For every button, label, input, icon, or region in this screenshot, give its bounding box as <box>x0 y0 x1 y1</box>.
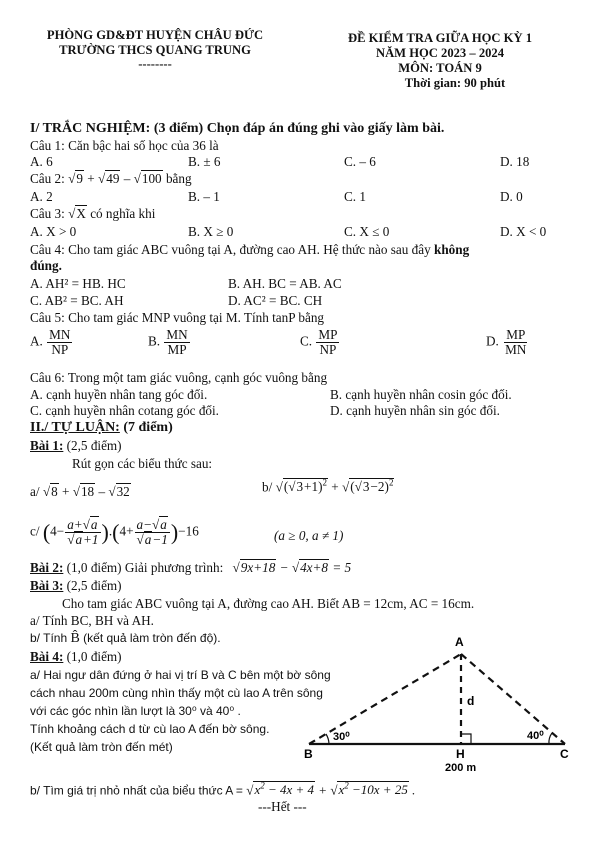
bai1-label: Bài 1: <box>30 438 64 453</box>
q3-a: A. X > 0 <box>30 224 77 239</box>
footer-end: ---Hết --- <box>258 799 307 814</box>
bai4-line2: cách nhau 200m cùng nhìn thấy một cù lao A trên sông <box>30 686 323 700</box>
line-ac <box>461 654 565 744</box>
bai4-points: (1,0 điểm) <box>66 649 122 664</box>
part1-subtitle: (3 điểm) Chọn đáp án đúng ghi vào giấy làm bài. <box>153 121 445 136</box>
bai1-instruction: Rút gọn các biểu thức sau: <box>72 456 213 471</box>
q5-b: B. $\frac{MN}{MP}$ <box>148 327 188 357</box>
q5-d: D. $\frac{MP}{MN}$ <box>486 327 527 357</box>
header-dashes: -------- <box>138 57 172 71</box>
q1-a: A. 6 <box>30 154 53 169</box>
bai3-label: Bài 3: <box>30 578 64 593</box>
q4-question: Câu 4: Cho tam giác ABC vuông tại A, đường cao AH. Hệ thức nào sau đây <box>30 242 431 257</box>
q6-a: A. cạnh huyền nhân tang góc đối. <box>30 387 208 402</box>
label-angle-b: 30⁰ <box>333 731 350 743</box>
bai4-line4: Tính khoảng cách d từ cù lao A đến bờ sông. <box>30 722 270 736</box>
bai4-line3: với các góc nhìn lần lượt là 30⁰ và 40⁰ . <box>30 704 241 718</box>
angle-b-arc <box>326 734 329 744</box>
q2-text <box>30 171 192 187</box>
q3-d: D. X < 0 <box>500 224 547 239</box>
bai1-b: b/ $√(√3+1)^2 + √(√3-2)^2$ <box>262 478 394 495</box>
bai2-text: (1,0 điểm) Giải phương trình: <box>66 560 224 575</box>
q5-text: Câu 5: Cho tam giác MNP vuông tại M. Tính tanP bằng <box>30 310 325 325</box>
q2-a: A. 2 <box>30 189 53 204</box>
bai2 <box>30 560 351 576</box>
q3-text <box>30 206 155 222</box>
q6-b: B. cạnh huyền nhân cosin góc đối. <box>330 387 512 402</box>
angle-c-arc <box>549 733 552 744</box>
q2-c: C. 1 <box>344 189 366 204</box>
line-ba <box>309 654 461 744</box>
bai3-b: b/ Tính B̂ (kết quả làm tròn đến độ). <box>30 631 221 646</box>
subject: MÔN: TOÁN 9 <box>398 61 482 75</box>
q4-b: B. AH. BC = AB. AC <box>228 276 342 291</box>
q3-expression: √X <box>68 206 86 221</box>
bai1-c: c/ (4− $\frac{a+√a}{√a+1}$ ).(4+ $\frac{a-√a}{√a-1}$ )−16 <box>30 517 199 547</box>
q4-a: A. AH² = HB. HC <box>30 276 126 291</box>
right-angle-mark <box>461 734 471 744</box>
q1-d: D. 18 <box>500 154 530 169</box>
bai4-b: b/ Tìm giá trị nhỏ nhất của biểu thức $A = √x^2 - 4x + 4 + √x^2 -10x + 25$ . <box>30 781 416 798</box>
bai1-points: (2,5 điểm) <box>66 438 122 453</box>
label-length: 200 m <box>445 762 477 774</box>
bai3-heading <box>30 578 122 594</box>
q3-c: C. X ≤ 0 <box>344 224 390 239</box>
part2-points: (7 điểm) <box>123 420 173 435</box>
bai3-a: a/ Tính BC, BH và AH. <box>30 613 154 628</box>
school-dept: PHÒNG GD&ĐT HUYỆN CHÂU ĐỨC <box>46 28 264 42</box>
q4-d: D. AC² = BC. CH <box>228 293 323 308</box>
bai3-points: (2,5 điểm) <box>66 578 122 593</box>
bai2-equation: √9x+18 − √4x+8 = 5 <box>232 560 352 575</box>
q4-emphasis-2: đúng. <box>30 258 62 273</box>
q2-expression: √9 + √49 – √100 <box>68 171 162 186</box>
bai4-line5: (Kết quả làm tròn đến mét) <box>30 740 173 754</box>
bai1-heading <box>30 438 122 454</box>
duration: Thời gian: 90 phút <box>404 76 506 90</box>
bai2-label: Bài 2: <box>30 560 64 575</box>
part1-heading <box>30 121 444 137</box>
part1-title: I/ TRẮC NGHIỆM: <box>30 121 151 136</box>
q4-text <box>30 242 469 258</box>
q2-d: D. 0 <box>500 189 523 204</box>
bai4-heading <box>30 649 122 665</box>
bai4-label: Bài 4: <box>30 649 64 664</box>
q1-c: C. – 6 <box>344 154 376 169</box>
triangle-figure <box>295 630 580 775</box>
q2-tail: bằng <box>165 171 192 186</box>
q5-a: A. $\frac{MN}{NP}$ <box>30 327 71 357</box>
part2-title: II./ TỰ LUẬN: <box>30 420 120 435</box>
q2-b: B. – 1 <box>188 189 220 204</box>
q1-text: Câu 1: Căn bậc hai số học của 36 là <box>30 138 219 153</box>
exam-title: ĐỀ KIỂM TRA GIỮA HỌC KỲ 1 <box>347 31 533 45</box>
q3-tail: có nghĩa khi <box>90 206 156 221</box>
q1-b: B. ± 6 <box>188 154 221 169</box>
part2-heading <box>30 420 173 436</box>
q4-c: C. AB² = BC. AH <box>30 293 124 308</box>
bai3-text: Cho tam giác ABC vuông tại A, đường cao AH. Biết AB = 12cm, AC = 16cm. <box>62 596 475 611</box>
q3-b: B. X ≥ 0 <box>188 224 234 239</box>
q5-c: C. $\frac{MP}{NP}$ <box>300 327 338 357</box>
school-name: TRƯỜNG THCS QUANG TRUNG <box>59 43 251 57</box>
label-angle-c: 40⁰ <box>527 730 544 742</box>
label-h: H <box>456 747 465 761</box>
q6-c: C. cạnh huyền nhân cotang góc đối. <box>30 403 219 418</box>
q3-label: Câu 3: <box>30 206 65 221</box>
q6-d: D. cạnh huyền nhân sin góc đối. <box>330 403 500 418</box>
bai1-a: a/ √8 + √18 – √32 <box>30 484 130 499</box>
bai1-condition: (a ≥ 0, a ≠ 1) <box>274 528 344 543</box>
school-year: NĂM HỌC 2023 – 2024 <box>375 46 505 60</box>
q6-text: Câu 6: Trong một tam giác vuông, cạnh góc vuông bằng <box>30 370 328 385</box>
label-b: B <box>304 747 313 761</box>
bai4-line1: a/ Hai ngư dân đứng ở hai vị trí B và C bên một bờ sông <box>30 668 331 682</box>
q2-label: Câu 2: <box>30 171 65 186</box>
label-d: d <box>467 694 475 708</box>
q4-emphasis: không <box>434 242 470 257</box>
label-a: A <box>455 635 464 649</box>
label-c: C <box>560 747 569 761</box>
